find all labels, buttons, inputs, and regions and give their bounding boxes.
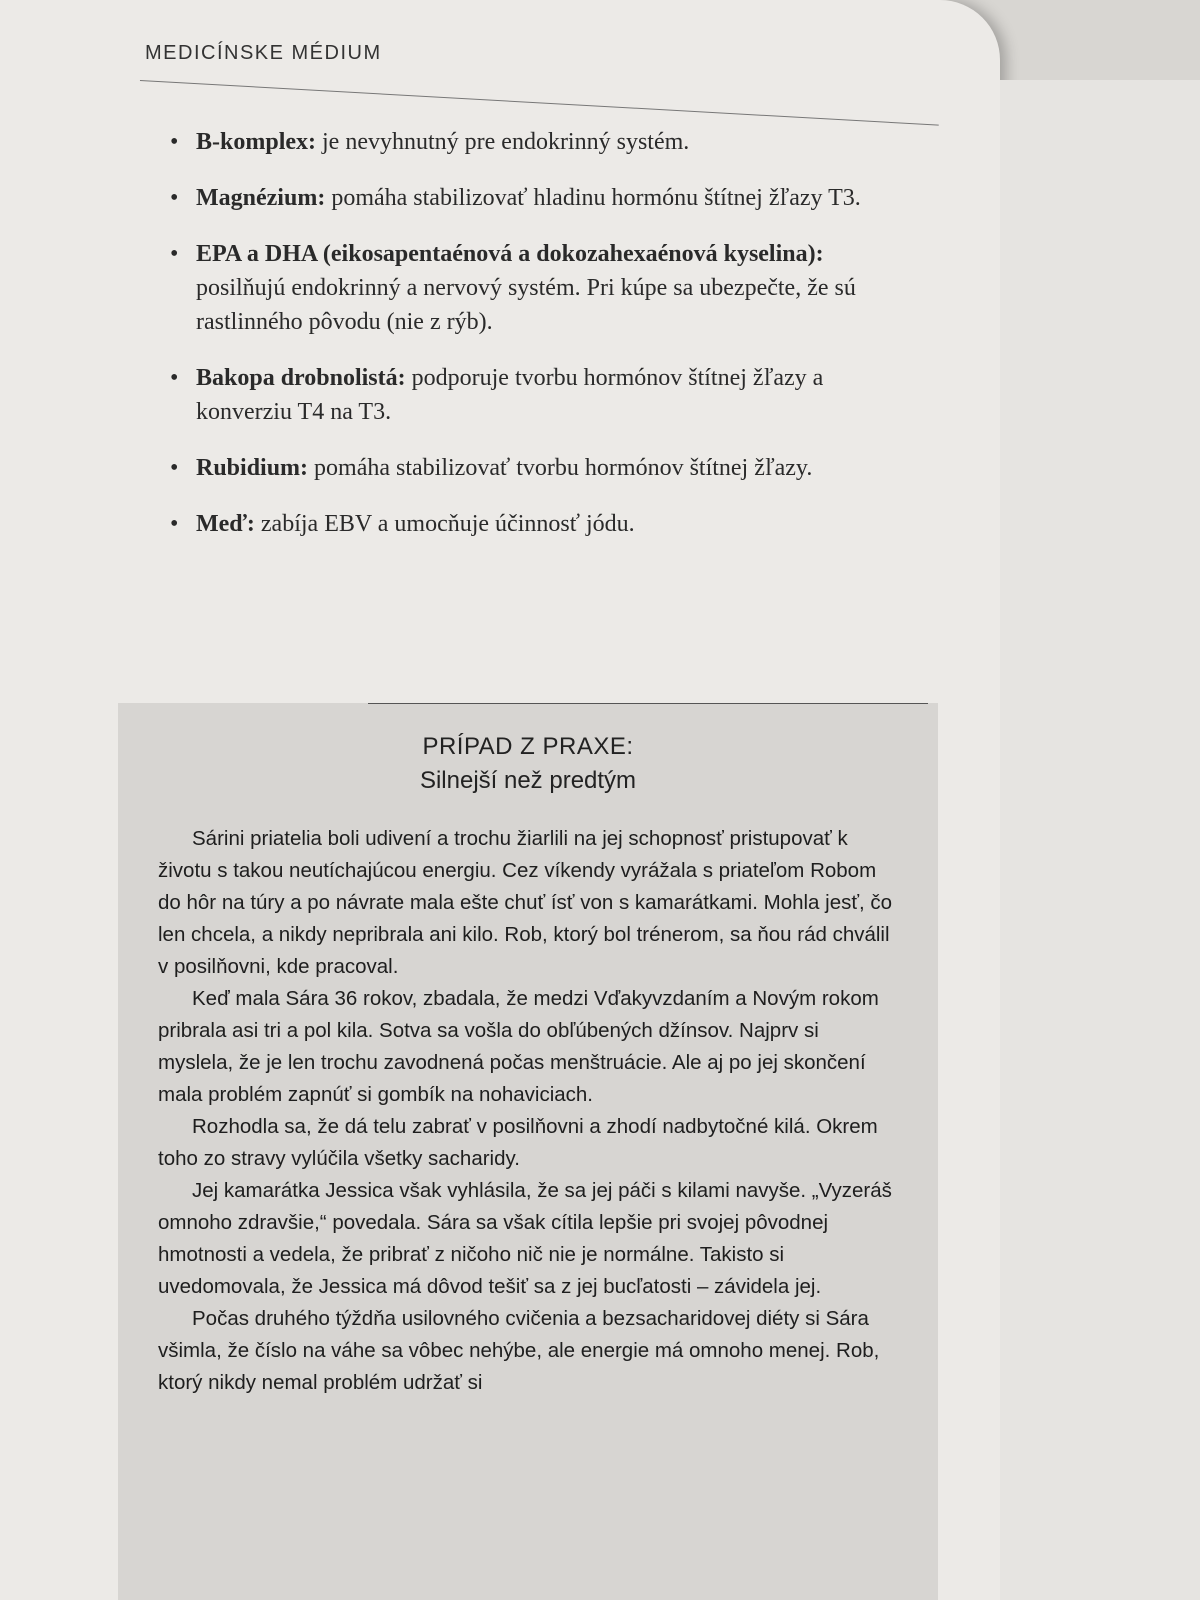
list-item-term: B-komplex: (196, 129, 316, 155)
list-item-term: Rubidium: (196, 455, 309, 481)
adjacent-page (1000, 80, 1200, 1600)
list-item-text: pomáha stabilizovať hladinu hormónu štítnej žľazy T3. (325, 185, 861, 211)
list-item-text: je nevyhnutný pre endokrinný systém. (316, 129, 690, 155)
list-item-text: posilňujú endokrinný a nervový systém. Pri kúpe sa ubezpečte, že sú rastlinného pôvodu (nie z rýb). (196, 275, 856, 335)
list-item (170, 361, 890, 429)
paragraph: Sárini priatelia boli udivení a trochu žiarlili na jej schopnosť pristupovať k životu s takou neutíchajúcou energiu. Cez víkendy vyrážala s priateľom Robom do hôr na túry a po návrate mala ešte chuť ísť von s kamarátkami. Mohla jesť, čo len chcela, a nikdy nepribrala ani kilo. Rob, ktorý bol trénerom, sa ňou rád chválil v posilňovni, kde pracoval. (158, 827, 893, 978)
supplement-list (170, 125, 890, 563)
list-item (170, 125, 890, 159)
list-item-term: EPA a DHA (eikosapentaénová a dokozahexaénová kyselina): (196, 241, 824, 267)
list-item-term: Bakopa drobnolistá: (196, 365, 406, 391)
list-item-term: Magnézium: (196, 185, 326, 211)
case-study-box (118, 703, 938, 1600)
list-item-text: podporuje tvorbu hormónov štítnej žľazy a konverziu T4 na T3. (196, 365, 824, 425)
list-item (170, 451, 890, 485)
list-item (170, 237, 890, 339)
list-item (170, 181, 890, 215)
list-item (170, 507, 890, 541)
running-header: MEDICÍNSKE MÉDIUM (145, 42, 382, 64)
paragraph: Počas druhého týždňa usilovného cvičenia a bezsacharidovej diéty si Sára všimla, že číslo na váhe sa vôbec nehýbe, ale energie má omnoho menej. Rob, ktorý nikdy nemal problém udržať si (158, 1307, 880, 1394)
case-study-subtitle: Silnejší než predtým (419, 767, 637, 794)
list-item-text: pomáha stabilizovať tvorbu hormónov štítnej žľazy. (308, 455, 813, 481)
paragraph: Keď mala Sára 36 rokov, zbadala, že medzi Vďakyvzdaním a Novým rokom pribrala asi tri a pol kila. Sotva sa vošla do obľúbených džínsov. Najprv si myslela, že je len trochu zavodnená počas menštruácie. Ale aj po jej skončení mala problém zapnúť si gombík na nohaviciach. (158, 987, 879, 1106)
case-study-text (158, 823, 898, 1399)
list-item-term: Meď: (196, 511, 255, 537)
header-rule (140, 80, 939, 126)
box-top-rule (368, 703, 928, 704)
list-item-text: zabíja EBV a umocňuje účinnosť jódu. (254, 511, 635, 537)
paragraph: Rozhodla sa, že dá telu zabrať v posilňovni a zhodí nadbytočné kilá. Okrem toho zo stravy vylúčila všetky sacharidy. (158, 1115, 878, 1170)
case-study-title: PRÍPAD Z PRAXE: (422, 733, 634, 760)
paragraph: Jej kamarátka Jessica však vyhlásila, že sa jej páči s kilami navyše. „Vyzeráš omnoho zdravšie,“ povedala. Sára sa však cítila lepšie pri svojej pôvodnej hmotnosti a vedela, že pribrať z ničoho nič nie je normálne. Takisto si uvedomovala, že Jessica má dôvod tešiť sa z jej bucľatosti – závidela jej. (158, 1179, 892, 1298)
